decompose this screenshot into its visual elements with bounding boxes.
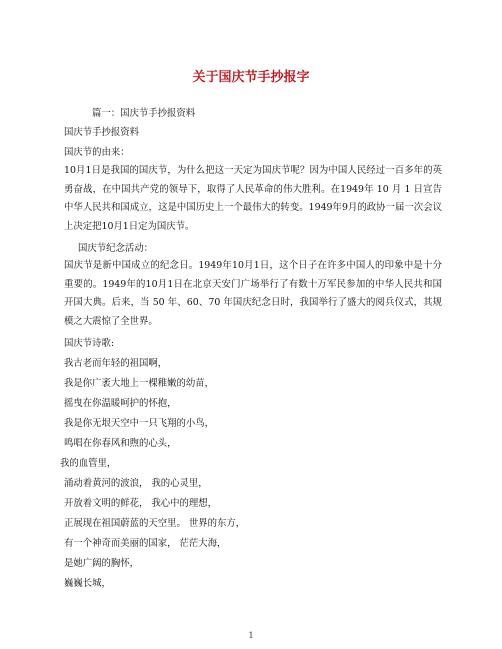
text-line: 国庆节纪念活动： (78, 243, 154, 254)
text-line: 国庆节的由来： (64, 147, 130, 158)
poem-line: 涌动着黄河的波浪， 我的心灵里， (64, 478, 208, 489)
poem-line: 我是你无垠天空中一只飞翔的小鸟， (64, 418, 215, 429)
text-line: 篇一：国庆节手抄报资料 (92, 108, 196, 119)
document-title: 关于国庆节手抄报字 (192, 70, 310, 85)
paragraph: 10月1日是我国的国庆节，为什么把这一天定为国庆节呢？因为中国人民经过一百多年的英勇奋战，在中国共产党的领导下，取得了人民革命的伟大胜利。在1949年 10 月 1 日宣告中华人民共和国成立，这是中国历史上一个最伟大的转变。1949年9月的政协一届一次会议上决定把10月1日定为国庆节。 (64, 165, 442, 232)
poem-line: 有一个神奇而美丽的国家， 茫茫大海， (64, 538, 227, 549)
poem-line: 是她广阔的胸怀， (64, 558, 140, 569)
poem-line: 摇曳在你温暖呵护的怀抱， (64, 398, 177, 409)
poem-line: 巍巍长城， (64, 578, 111, 589)
poem-line: 正展现在祖国蔚蓝的天空里。 世界的东方， (64, 518, 246, 529)
text-line: 国庆节手抄报资料 (64, 127, 140, 138)
paragraph: 国庆节是新中国成立的纪念日。1949年10月1日，这个日子在许多中国人的印象中是十分重要的。1949年的10月1日在北京天安门广场举行了有数十万军民参加的中华人民共和国开国大典。后来，当 50 年、60、70 年国庆纪念日时，我国举行了盛大的阅兵仪式，其规模之大震惊了全世界。 (64, 260, 442, 327)
poem-line: 我的血管里， (60, 458, 117, 469)
page-number: 1 (248, 631, 254, 640)
poem-line: 鸣唱在你春风和煦的心头， (64, 438, 177, 449)
poem-line: 我是你广袤大地上一棵稚嫩的幼苗， (64, 378, 215, 389)
poem-line: 我古老而年轻的祖国啊， (64, 358, 168, 369)
text-line: 国庆节诗歌: (64, 338, 115, 349)
poem-line: 开放着文明的鲜花， 我心中的理想， (64, 498, 217, 509)
